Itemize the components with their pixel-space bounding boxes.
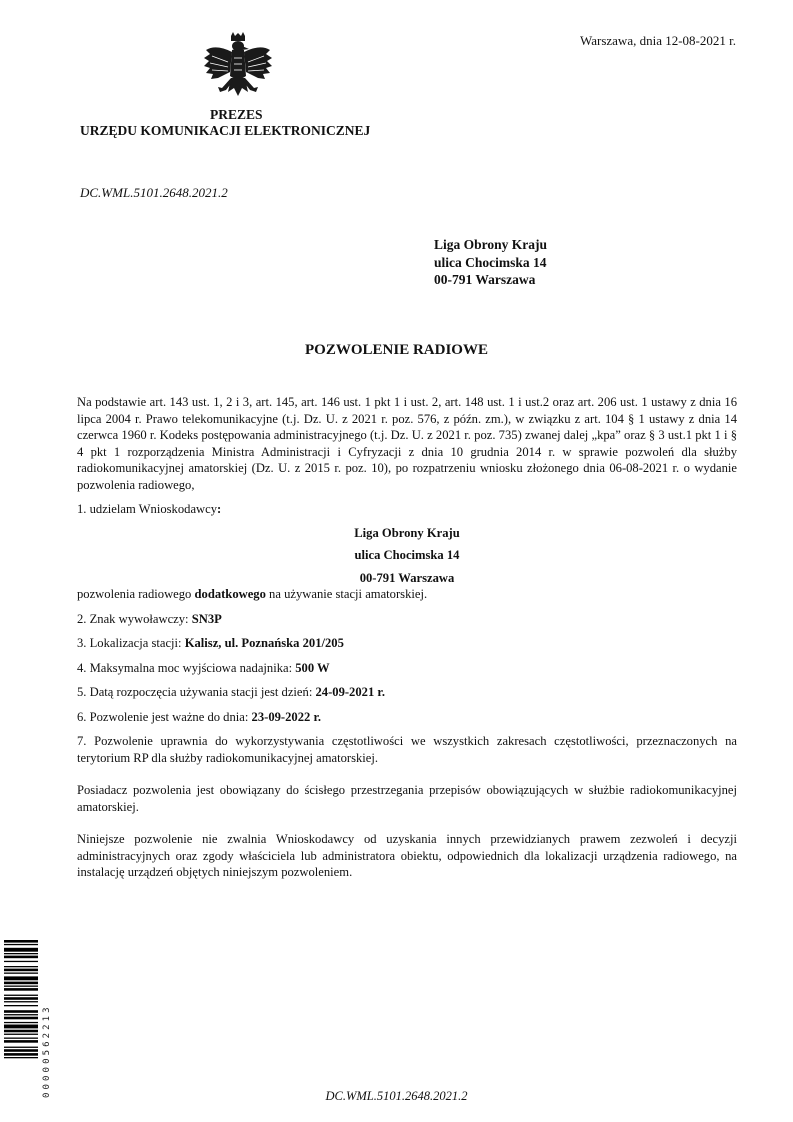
polish-eagle-emblem-icon	[204, 32, 272, 108]
obligation-paragraph: Posiadacz pozwolenia jest obowiązany do ścisłego przestrzegania przepisów obowiązujących w służbie radiokomunikacyjnej amatorskiej.	[77, 783, 737, 814]
case-reference: DC.WML.5101.2648.2021.2	[80, 185, 228, 200]
addressee-street: ulica Chocimska 14	[434, 254, 547, 270]
footer-case-reference: DC.WML.5101.2648.2021.2	[325, 1089, 468, 1103]
item-1-intro: 1. udzielam Wnioskodawcy:	[77, 502, 222, 516]
barcode-digits: 00000562213	[42, 1004, 52, 1098]
barcode-icon	[4, 940, 38, 1098]
item-5-start-date: 5. Datą rozpoczęcia używania stacji jest dzień: 24-09-2021 r.	[77, 685, 385, 699]
document-title: POZWOLENIE RADIOWE	[305, 342, 488, 358]
item-3-location: 3. Lokalizacja stacji: Kalisz, ul. Poznańska 201/205	[77, 636, 344, 650]
recipient-street: ulica Chocimska 14	[354, 548, 460, 562]
document-body	[77, 394, 737, 881]
recipient-city: 00-791 Warszawa	[359, 570, 455, 585]
item-2-call-sign: 2. Znak wywoławczy: SN3P	[77, 611, 222, 626]
recipient-name: Liga Obrony Kraju	[354, 525, 460, 540]
permit-type-line: pozwolenia radiowego dodatkowego na używanie stacji amatorskiej.	[77, 587, 428, 601]
document-date: Warszawa, dnia 12-08-2021 r.	[580, 33, 736, 48]
item-4-power: 4. Maksymalna moc wyjściowa nadajnika: 500 W	[77, 660, 330, 675]
addressee-block	[434, 236, 547, 289]
issuer-office: URZĘDU KOMUNIKACJI ELEKTRONICZNEJ	[80, 123, 371, 138]
legal-basis-paragraph: Na podstawie art. 143 ust. 1, 2 i 3, art. 145, art. 146 ust. 1 pkt 1 i ust. 2, art. 148 ust. 1 i ust.2 oraz art. 206 ust. 1 ustawy z dnia 16 lipca 2004 r. Prawo telekomunikacyjne (t.j. Dz. U. z 2021 r. poz. 576, z późn. zm.), w związku z art. 104 § 1 ustawy z dnia 14 czerwca 1960 r. Kodeks postępowania administracyjnego (t.j. Dz. U. z 2021 r. poz. 735) zwanej dalej „kpa” oraz § 3 ust.1 pkt 1 i § 4 pkt 1 rozporządzenia Ministra Administracji i Cyfryzacji z dnia 10 grudnia 2014 r. w sprawie pozwoleń dla służby radiokomunikacyjnej amatorskiej (Dz. U. z 2015 r. poz. 10), po rozpatrzeniu wniosku złożonego dnia 06-08-2021 r. o wydanie pozwolenia radiowego,	[77, 395, 737, 492]
item-6-valid-until: 6. Pozwolenie jest ważne do dnia: 23-09-2022 r.	[77, 709, 322, 724]
addressee-name: Liga Obrony Kraju	[434, 237, 548, 252]
exemption-paragraph: Niniejsze pozwolenie nie zwalnia Wnioskodawcy od uzyskania innych przewidzianych prawem zezwoleń i decyzji administracyjnych oraz zgody właściciela lub administratora obiektu, odpowiednich dla lokalizacji urządzenia radiowego, na instalację urządzeń objętych niniejszym pozwoleniem.	[77, 832, 737, 879]
addressee-city: 00-791 Warszawa	[434, 272, 536, 287]
item-7-frequencies: 7. Pozwolenie uprawnia do wykorzystywania częstotliwości we wszystkich zakresach częstotliwości, przeznaczonych na terytorium RP dla służby radiokomunikacyjnej amatorskiej.	[77, 734, 737, 765]
issuer-title: PREZES	[210, 107, 263, 122]
